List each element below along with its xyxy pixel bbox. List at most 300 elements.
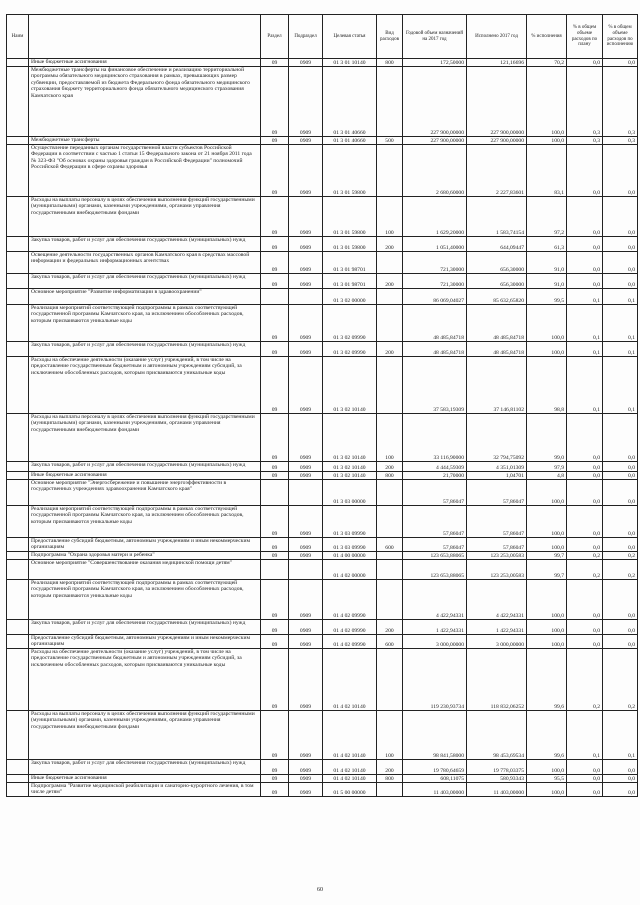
cell-plan: 21,70000 [403, 472, 467, 480]
header-fact: Исполнено 2017 год [467, 15, 527, 59]
table-row [7, 560, 638, 580]
cell-statya: 01 3 01 10140 [323, 59, 377, 67]
cell-fact: 2 227,83601 [467, 145, 527, 197]
cell-vid [377, 289, 403, 305]
cell-s2: 0,0 [603, 620, 638, 635]
cell-razdel: 09 [261, 649, 289, 711]
cell-plan: 1 422,94331 [403, 620, 467, 635]
cell-name: Реализация мероприятий соответствующей подпрограммы в рамках соответствующей государственной программы Камчатского края, за исключением обособленных расходов, которым присваиваются уникальные коды [29, 580, 261, 620]
table-header-row [7, 15, 638, 59]
cell-plan: 608,11075 [403, 775, 467, 783]
cell-s1: 0,3 [567, 67, 603, 137]
cell-podrazdel [289, 289, 323, 305]
cell-vid [377, 580, 403, 620]
cell-vid [377, 252, 403, 274]
cell-name: Реализация мероприятий соответствующей подпрограммы в рамках соответствующей государственной программы Камчатского края, за исключением обособленных расходов, которым присваиваются уникальные коды [29, 506, 261, 538]
cell-podrazdel: 0909 [289, 252, 323, 274]
cell-plan: 172,50000 [403, 59, 467, 67]
cell-razdel: 09 [261, 775, 289, 783]
cell-index [7, 414, 29, 462]
cell-statya: 01 3 03 00000 [323, 480, 377, 506]
cell-name: Подпрограмма "Охрана здоровья матери и ребенка" [29, 552, 261, 560]
cell-vid [377, 506, 403, 538]
cell-index [7, 462, 29, 472]
cell-pct: 100,0 [527, 580, 567, 620]
cell-name: Расходы на выплаты персоналу в целях обеспечения выполнения функций государственными (муниципальными) органами, казенными учреждениями, органами управления государственными внебюджетными фондами [29, 197, 261, 237]
cell-plan: 3 000,00000 [403, 635, 467, 649]
cell-s1: 0,0 [567, 237, 603, 252]
cell-s1: 0,0 [567, 480, 603, 506]
cell-fact: 57,86047 [467, 506, 527, 538]
header-podrazdel: Подраздел [289, 15, 323, 59]
cell-fact: 57,86047 [467, 480, 527, 506]
cell-s2: 0,0 [603, 760, 638, 775]
cell-fact: 19 778,03375 [467, 760, 527, 775]
cell-razdel: 09 [261, 552, 289, 560]
cell-s2: 0,1 [603, 305, 638, 342]
cell-s1: 0,0 [567, 145, 603, 197]
cell-pct: 100,0 [527, 342, 567, 357]
cell-razdel: 09 [261, 580, 289, 620]
cell-fact: 1 583,74154 [467, 197, 527, 237]
cell-pct: 97,2 [527, 197, 567, 237]
cell-name: Расходы на обеспечение деятельности (оказание услуг) учреждений, в том числе на предоставление государственным бюджетным и автономным учреждениям субсидий, за исключением обособленных расходов, которым присваиваются уникальные коды [29, 357, 261, 414]
cell-vid: 200 [377, 760, 403, 775]
cell-pct: 98,8 [527, 357, 567, 414]
cell-s1: 0,0 [567, 783, 603, 797]
cell-razdel: 09 [261, 783, 289, 797]
cell-index [7, 342, 29, 357]
cell-index [7, 783, 29, 797]
cell-s1: 0,1 [567, 711, 603, 760]
cell-fact: 644,09447 [467, 237, 527, 252]
cell-statya: 01 3 03 09990 [323, 538, 377, 552]
cell-podrazdel: 0909 [289, 775, 323, 783]
cell-podrazdel: 0909 [289, 237, 323, 252]
cell-name: Подпрограмма "Развитие медицинской реабилитации и санаторно-курортного лечения, в том числе детям" [29, 783, 261, 797]
table-row [7, 649, 638, 711]
cell-index [7, 775, 29, 783]
cell-s2: 0,0 [603, 145, 638, 197]
cell-name: Расходы на выплаты персоналу в целях обеспечения выполнения функций государственными (муниципальными) органами, казенными учреждениями, органами управления государственными внебюджетными фондами [29, 414, 261, 462]
cell-razdel: 09 [261, 538, 289, 552]
cell-razdel [261, 289, 289, 305]
cell-vid [377, 560, 403, 580]
cell-podrazdel: 0909 [289, 635, 323, 649]
cell-s2: 0,0 [603, 775, 638, 783]
cell-pct: 91,0 [527, 252, 567, 274]
header-pct: % исполнения [527, 15, 567, 59]
cell-fact: 118 832,06252 [467, 649, 527, 711]
cell-index [7, 480, 29, 506]
cell-s2: 0,0 [603, 506, 638, 538]
cell-statya: 01 3 01 59800 [323, 237, 377, 252]
cell-pct: 100,0 [527, 760, 567, 775]
cell-index [7, 197, 29, 237]
cell-razdel: 09 [261, 197, 289, 237]
cell-vid [377, 552, 403, 560]
cell-plan: 57,86047 [403, 538, 467, 552]
cell-razdel: 09 [261, 472, 289, 480]
cell-name: Закупка товаров, работ и услуг для обеспечения государственных (муниципальных) нужд [29, 274, 261, 289]
cell-name: Основное мероприятие "Энергосбережение и повышение энергоэффективности в государственных учреждениях здравоохранения Камчатского края" [29, 480, 261, 506]
cell-fact: 3 000,00000 [467, 635, 527, 649]
cell-pct: 99,7 [527, 560, 567, 580]
cell-s2: 0,0 [603, 237, 638, 252]
cell-vid: 200 [377, 274, 403, 289]
cell-s1: 0,0 [567, 59, 603, 67]
cell-statya: 01 4 02 10140 [323, 760, 377, 775]
table-row [7, 59, 638, 67]
cell-podrazdel [289, 560, 323, 580]
cell-pct: 95,5 [527, 775, 567, 783]
cell-fact: 4 422,94331 [467, 580, 527, 620]
cell-pct: 83,1 [527, 145, 567, 197]
cell-s2: 0,2 [603, 552, 638, 560]
cell-razdel: 09 [261, 357, 289, 414]
cell-s2: 0,1 [603, 342, 638, 357]
cell-plan: 123 653,88065 [403, 560, 467, 580]
cell-plan: 4 422,94331 [403, 580, 467, 620]
cell-s2: 0,1 [603, 289, 638, 305]
cell-s1: 0,0 [567, 414, 603, 462]
header-razdel: Раздел [261, 15, 289, 59]
cell-s1: 0,0 [567, 472, 603, 480]
cell-index [7, 506, 29, 538]
cell-name: Предоставление субсидий бюджетным, автономным учреждениям и иным некоммерческим организациям [29, 538, 261, 552]
cell-index [7, 237, 29, 252]
cell-fact: 32 794,75092 [467, 414, 527, 462]
cell-vid [377, 480, 403, 506]
cell-s1: 0,0 [567, 620, 603, 635]
cell-index [7, 289, 29, 305]
cell-s1: 0,0 [567, 580, 603, 620]
cell-razdel [261, 480, 289, 506]
table-body [7, 59, 638, 797]
cell-podrazdel: 0909 [289, 305, 323, 342]
cell-index [7, 137, 29, 145]
cell-pct: 99,7 [527, 552, 567, 560]
cell-s1: 0,0 [567, 197, 603, 237]
cell-podrazdel: 0909 [289, 506, 323, 538]
cell-statya: 01 4 00 00000 [323, 552, 377, 560]
cell-fact: 1,04701 [467, 472, 527, 480]
cell-index [7, 635, 29, 649]
cell-s1: 0,0 [567, 274, 603, 289]
cell-fact: 98 453,69534 [467, 711, 527, 760]
header-share-total: % в общем объеме расходов по плану [567, 15, 603, 59]
cell-podrazdel: 0909 [289, 342, 323, 357]
cell-s1: 0,1 [567, 342, 603, 357]
cell-vid: 500 [377, 137, 403, 145]
table-row [7, 552, 638, 560]
cell-vid [377, 305, 403, 342]
cell-pct: 100,0 [527, 620, 567, 635]
cell-statya: 01 4 02 09990 [323, 635, 377, 649]
table-row [7, 274, 638, 289]
cell-fact: 85 632,65820 [467, 289, 527, 305]
table-row [7, 775, 638, 783]
cell-index [7, 538, 29, 552]
table-row [7, 137, 638, 145]
cell-s1: 0,0 [567, 506, 603, 538]
cell-plan: 227 900,00000 [403, 137, 467, 145]
cell-plan: 4 444,59309 [403, 462, 467, 472]
header-name-text [29, 15, 261, 59]
table-row [7, 237, 638, 252]
cell-fact: 1 422,94331 [467, 620, 527, 635]
cell-plan: 227 900,00000 [403, 67, 467, 137]
cell-s2: 0,0 [603, 462, 638, 472]
cell-s1: 0,0 [567, 252, 603, 274]
cell-razdel: 09 [261, 414, 289, 462]
cell-pct: 100,0 [527, 538, 567, 552]
cell-s2: 0,0 [603, 580, 638, 620]
cell-vid: 600 [377, 635, 403, 649]
cell-s1: 0,0 [567, 635, 603, 649]
cell-vid [377, 357, 403, 414]
table-row [7, 342, 638, 357]
cell-statya: 01 3 02 10140 [323, 472, 377, 480]
cell-razdel: 09 [261, 635, 289, 649]
cell-vid: 200 [377, 237, 403, 252]
cell-podrazdel: 0909 [289, 711, 323, 760]
cell-name: Иные бюджетные ассигнования [29, 472, 261, 480]
cell-statya: 01 4 02 09990 [323, 620, 377, 635]
cell-index [7, 145, 29, 197]
cell-vid: 800 [377, 59, 403, 67]
cell-fact: 227 900,00000 [467, 137, 527, 145]
cell-vid: 600 [377, 538, 403, 552]
cell-name: Предоставление субсидий бюджетным, автономным учреждениям и иным некоммерческим организациям [29, 635, 261, 649]
cell-pct: 100,0 [527, 783, 567, 797]
cell-fact: 656,30000 [467, 252, 527, 274]
cell-plan: 57,86047 [403, 506, 467, 538]
cell-vid: 200 [377, 342, 403, 357]
table-row [7, 357, 638, 414]
table-row [7, 67, 638, 137]
table-row [7, 538, 638, 552]
cell-fact: 580,93343 [467, 775, 527, 783]
cell-s2: 0,3 [603, 137, 638, 145]
cell-s2: 0,0 [603, 414, 638, 462]
cell-name: Основное мероприятие "Развитие информатизации в здравоохранении" [29, 289, 261, 305]
cell-razdel: 09 [261, 620, 289, 635]
table-row [7, 414, 638, 462]
table-row [7, 472, 638, 480]
table-row [7, 711, 638, 760]
cell-s2: 0,0 [603, 472, 638, 480]
cell-pct: 97,9 [527, 462, 567, 472]
cell-index [7, 252, 29, 274]
cell-s2: 0,0 [603, 480, 638, 506]
cell-statya: 01 5 00 00000 [323, 783, 377, 797]
cell-s2: 0,0 [603, 252, 638, 274]
cell-statya: 01 3 01 40660 [323, 67, 377, 137]
table-row [7, 289, 638, 305]
cell-podrazdel: 0909 [289, 145, 323, 197]
cell-s2: 0,1 [603, 357, 638, 414]
cell-s1: 0,1 [567, 357, 603, 414]
cell-podrazdel: 0909 [289, 760, 323, 775]
cell-name: Закупка товаров, работ и услуг для обеспечения государственных (муниципальных) нужд [29, 462, 261, 472]
cell-fact: 123 253,00583 [467, 552, 527, 560]
header-share-exec: % в общем объеме расходов по исполнению [603, 15, 638, 59]
cell-statya: 01 4 02 00000 [323, 560, 377, 580]
cell-podrazdel: 0909 [289, 137, 323, 145]
header-name: Наим [7, 15, 29, 59]
cell-razdel: 09 [261, 760, 289, 775]
cell-plan: 37 583,19309 [403, 357, 467, 414]
cell-razdel [261, 560, 289, 580]
cell-index [7, 274, 29, 289]
cell-index [7, 305, 29, 342]
cell-s2: 0,2 [603, 649, 638, 711]
cell-name: Осуществление переданных органам государственной власти субъектов Российской Федерации в соответствии с частью 1 статьи 15 Федерального закона от 21 ноября 2011 года № 323-ФЗ "Об основах охраны здоровья граждан в Российской Федерации" полномочий Российской Федерации в сфере охраны здоровья [29, 145, 261, 197]
cell-statya: 01 4 02 10140 [323, 711, 377, 760]
cell-index [7, 560, 29, 580]
cell-statya: 01 3 03 09990 [323, 506, 377, 538]
cell-razdel: 09 [261, 145, 289, 197]
cell-s1: 0,2 [567, 560, 603, 580]
cell-name: Закупка товаров, работ и услуг для обеспечения государственных (муниципальных) нужд [29, 237, 261, 252]
cell-fact: 227 900,00000 [467, 67, 527, 137]
cell-vid: 200 [377, 462, 403, 472]
cell-s2: 0,0 [603, 635, 638, 649]
cell-plan: 123 653,88065 [403, 552, 467, 560]
cell-pct: 4,8 [527, 472, 567, 480]
cell-plan: 48 485,84718 [403, 305, 467, 342]
cell-index [7, 472, 29, 480]
table-row [7, 480, 638, 506]
cell-fact: 4 351,01309 [467, 462, 527, 472]
cell-statya: 01 3 02 10140 [323, 357, 377, 414]
cell-razdel: 09 [261, 274, 289, 289]
cell-name: Закупка товаров, работ и услуг для обеспечения государственных (муниципальных) нужд [29, 620, 261, 635]
cell-index [7, 620, 29, 635]
table-row [7, 760, 638, 775]
cell-index [7, 711, 29, 760]
cell-pct: 99,6 [527, 711, 567, 760]
cell-plan: 98 841,58000 [403, 711, 467, 760]
cell-pct: 100,0 [527, 137, 567, 145]
cell-statya: 01 4 02 09990 [323, 580, 377, 620]
cell-plan: 2 680,60000 [403, 145, 467, 197]
cell-s1: 0,0 [567, 775, 603, 783]
cell-s2: 0,0 [603, 197, 638, 237]
cell-s2: 0,0 [603, 274, 638, 289]
cell-pct: 91,0 [527, 274, 567, 289]
cell-razdel: 09 [261, 711, 289, 760]
cell-plan: 1 051,40000 [403, 237, 467, 252]
cell-name: Иные бюджетные ассигнования [29, 59, 261, 67]
cell-vid: 800 [377, 472, 403, 480]
table-row [7, 462, 638, 472]
cell-index [7, 580, 29, 620]
cell-vid [377, 67, 403, 137]
cell-podrazdel: 0909 [289, 59, 323, 67]
cell-razdel: 09 [261, 237, 289, 252]
cell-plan: 86 069,04027 [403, 289, 467, 305]
cell-razdel: 09 [261, 305, 289, 342]
cell-statya: 01 3 02 09990 [323, 342, 377, 357]
cell-plan: 48 485,84718 [403, 342, 467, 357]
table-row [7, 783, 638, 797]
cell-plan: 19 780,64659 [403, 760, 467, 775]
header-statya: Целевая статья [323, 15, 377, 59]
cell-index [7, 552, 29, 560]
cell-razdel: 09 [261, 252, 289, 274]
cell-statya: 01 3 01 98701 [323, 252, 377, 274]
cell-pct: 100,0 [527, 635, 567, 649]
cell-plan: 119 230,93734 [403, 649, 467, 711]
cell-name: Иные бюджетные ассигнования [29, 775, 261, 783]
cell-fact: 123 253,00583 [467, 560, 527, 580]
cell-pct: 99,6 [527, 649, 567, 711]
cell-name: Реализация мероприятий соответствующей подпрограммы в рамках соответствующей государственной программы Камчатского края, за исключением обособленных расходов, которым присваиваются уникальные коды [29, 305, 261, 342]
cell-name: Освещение деятельности государственных органов Камчатского края в средствах массовой информации и федеральных информационных агентствах [29, 252, 261, 274]
cell-statya: 01 3 02 09990 [323, 305, 377, 342]
cell-razdel: 09 [261, 67, 289, 137]
cell-podrazdel: 0909 [289, 67, 323, 137]
cell-plan: 33 116,90000 [403, 414, 467, 462]
cell-name: Межбюджетные трансферты на финансовое обеспечение и реализацию территориальной программы обязательного медицинского страхования в рамках, превышающих размер субвенции, предоставляемой из бюджета Федерального фонда обязательного медицинского страхования бюджету территориального фонда обязательного медицинского страхования Камчатского края [29, 67, 261, 137]
cell-s1: 0,1 [567, 305, 603, 342]
cell-podrazdel: 0909 [289, 552, 323, 560]
table-row [7, 252, 638, 274]
cell-pct: 99,5 [527, 289, 567, 305]
header-plan: Годовой объем назначений на 2017 год [403, 15, 467, 59]
cell-vid: 100 [377, 197, 403, 237]
cell-plan: 11 403,00000 [403, 783, 467, 797]
table-row [7, 305, 638, 342]
cell-index [7, 67, 29, 137]
cell-fact: 37 146,81102 [467, 357, 527, 414]
cell-statya: 01 3 02 10140 [323, 462, 377, 472]
cell-name: Закупка товаров, работ и услуг для обеспечения государственных (муниципальных) нужд [29, 342, 261, 357]
cell-statya: 01 3 01 40660 [323, 137, 377, 145]
cell-pct: 100,0 [527, 506, 567, 538]
cell-s1: 0,2 [567, 552, 603, 560]
cell-name: Межбюджетные трансферты [29, 137, 261, 145]
cell-vid [377, 145, 403, 197]
cell-index [7, 649, 29, 711]
cell-name: Закупка товаров, работ и услуг для обеспечения государственных (муниципальных) нужд [29, 760, 261, 775]
cell-vid: 800 [377, 775, 403, 783]
cell-pct: 99,0 [527, 414, 567, 462]
cell-vid: 100 [377, 414, 403, 462]
cell-fact: 57,86047 [467, 538, 527, 552]
cell-statya: 01 3 01 98701 [323, 274, 377, 289]
cell-index [7, 59, 29, 67]
cell-plan: 1 629,20000 [403, 197, 467, 237]
cell-statya: 01 4 02 10140 [323, 775, 377, 783]
cell-podrazdel: 0909 [289, 538, 323, 552]
table-row [7, 635, 638, 649]
cell-podrazdel: 0909 [289, 620, 323, 635]
cell-name: Расходы на выплаты персоналу в целях обеспечения выполнения функций государственными (муниципальными) органами, казенными учреждениями, органами управления государственными внебюджетными фондами [29, 711, 261, 760]
cell-s1: 0,0 [567, 538, 603, 552]
cell-name: Расходы на обеспечение деятельности (оказание услуг) учреждений, в том числе на предоставление государственным бюджетным и автономным учреждениям субсидий, за исключением обособленных расходов, которым присваиваются уникальные коды [29, 649, 261, 711]
cell-fact: 121,16696 [467, 59, 527, 67]
cell-plan: 57,86047 [403, 480, 467, 506]
cell-s2: 0,1 [603, 711, 638, 760]
cell-pct: 100,0 [527, 480, 567, 506]
cell-pct: 100,0 [527, 305, 567, 342]
cell-podrazdel: 0909 [289, 414, 323, 462]
cell-pct: 70,2 [527, 59, 567, 67]
cell-name: Основное мероприятие "Совершенствование оказания медицинской помощи детям" [29, 560, 261, 580]
